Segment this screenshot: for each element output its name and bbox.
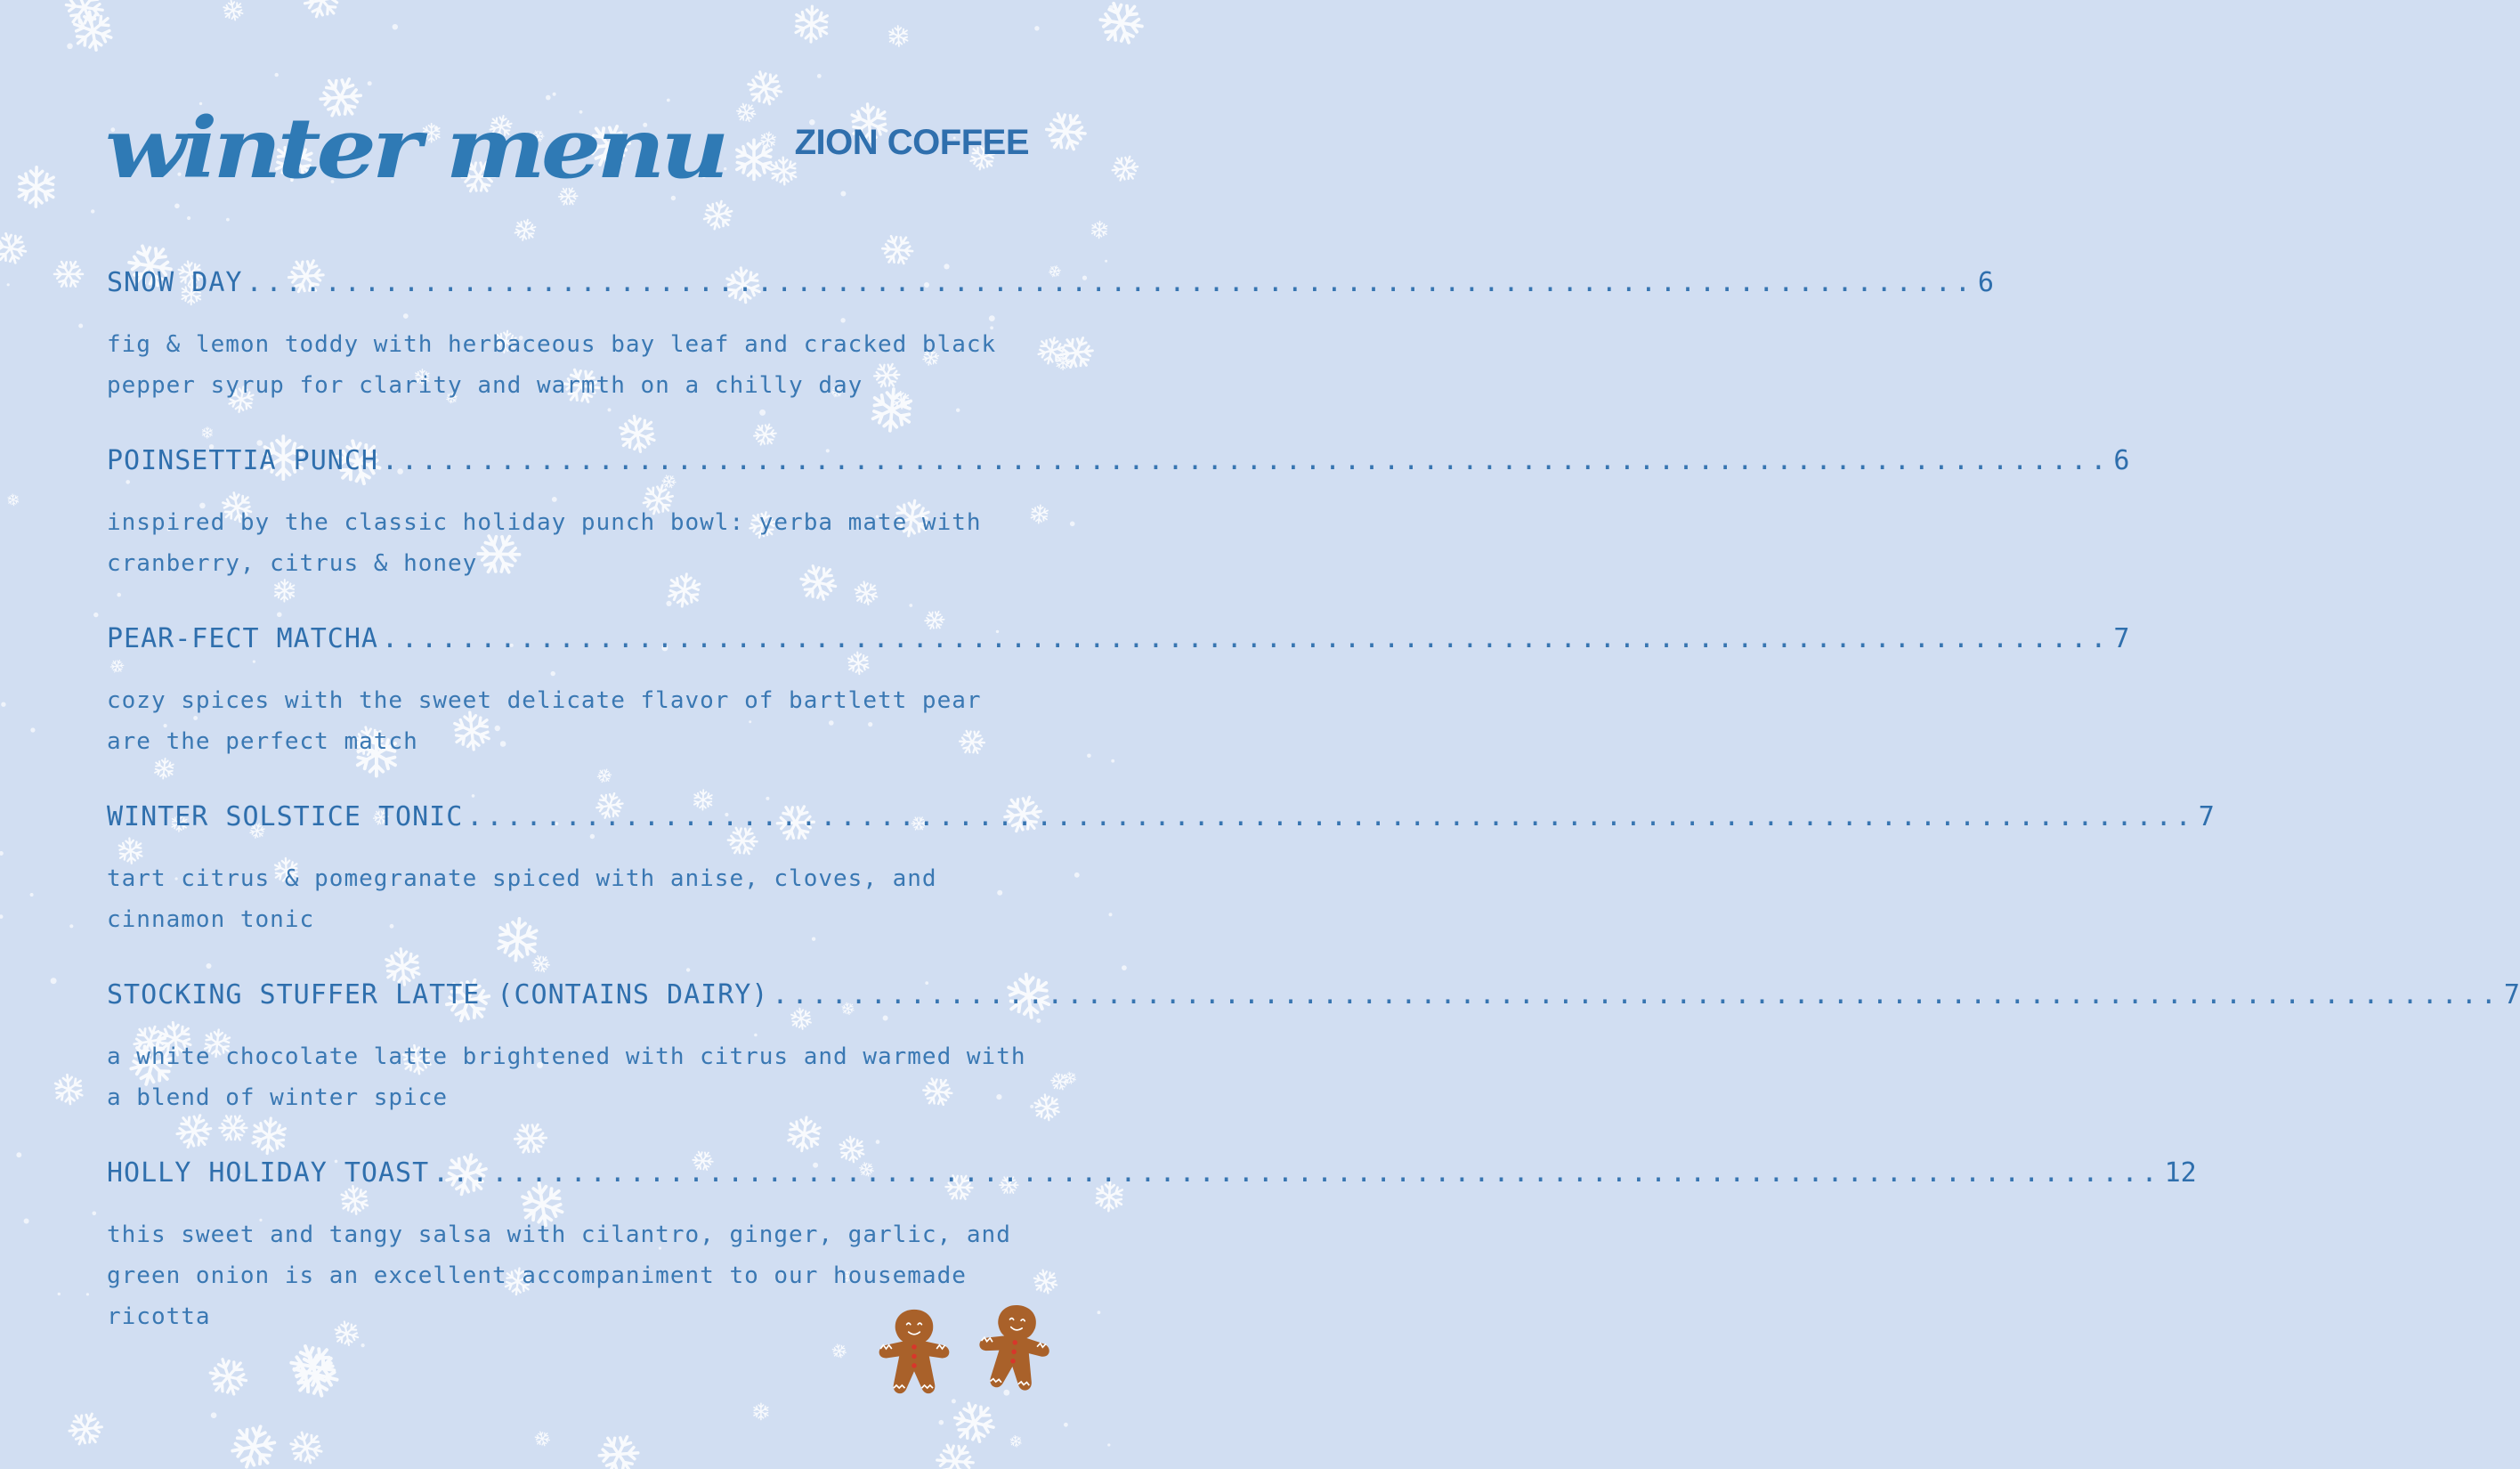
dot-leader: ........................................................................................	[381, 623, 2111, 654]
menu-item-description: inspired by the classic holiday punch bowl: yerba mate with cranberry, citrus & honey	[107, 509, 982, 577]
menu-item-header	[107, 1157, 2197, 1189]
menu-item-price: 7	[2113, 623, 2130, 654]
gingerbread-decoration	[865, 1282, 1070, 1407]
menu-item-header	[107, 623, 2130, 655]
menu-item-name: HOLLY HOLIDAY TOAST	[107, 1157, 430, 1189]
gingerbread-man-icon	[976, 1302, 1054, 1392]
menu-item-name: SNOW DAY	[107, 267, 243, 298]
menu-item-price: 7	[2503, 979, 2520, 1010]
menu-item-price: 6	[1977, 267, 1994, 298]
dot-leader: ........................................................................................	[381, 445, 2111, 476]
menu-item-description: tart citrus & pomegranate spiced with anise, cloves, and cinnamon tonic	[107, 865, 937, 933]
dot-leader: ........................................................................................	[466, 801, 2195, 832]
menu-item	[107, 979, 2520, 1118]
dot-leader: ........................................................................................	[433, 1157, 2161, 1189]
menu-item-name: WINTER SOLSTICE TONIC	[107, 801, 464, 832]
menu-item-name: STOCKING STUFFER LATTE (CONTAINS DAIRY)	[107, 979, 769, 1010]
menu-item-price: 6	[2113, 445, 2130, 476]
gingerbread-man-icon	[879, 1310, 950, 1393]
dot-leader: ........................................................................................	[246, 267, 1974, 298]
menu-item	[107, 267, 1994, 406]
menu-item-header	[107, 801, 2215, 833]
dot-leader: ........................................................................................	[772, 979, 2500, 1010]
menu-item-header	[107, 445, 2130, 477]
menu-item-header	[107, 979, 2520, 1011]
menu-item-price: 7	[2198, 801, 2215, 832]
menu-item	[107, 445, 2130, 584]
menu-item-name: PEAR-FECT MATCHA	[107, 623, 378, 654]
menu-item-description: cozy spices with the sweet delicate flavor of bartlett pear are the perfect match	[107, 687, 982, 755]
menu-title: winter menu	[105, 99, 725, 198]
menu-item	[107, 801, 2215, 940]
menu-item	[107, 623, 2130, 762]
menu-item-description: a white chocolate latte brightened with citrus and warmed with a blend of winter spice	[107, 1043, 1026, 1111]
menu-item-header	[107, 267, 1994, 299]
menu-item-price: 12	[2164, 1157, 2197, 1189]
menu-item-description: this sweet and tangy salsa with cilantro, ginger, garlic, and green onion is an excellent accompaniment to our housemade ricotta	[107, 1221, 1011, 1330]
brand-name: ZION COFFEE	[794, 123, 1029, 162]
menu-item-name: POINSETTIA PUNCH	[107, 445, 378, 476]
menu-item-description: fig & lemon toddy with herbaceous bay leaf and cracked black pepper syrup for clarity and warmth on a chilly day	[107, 331, 997, 399]
